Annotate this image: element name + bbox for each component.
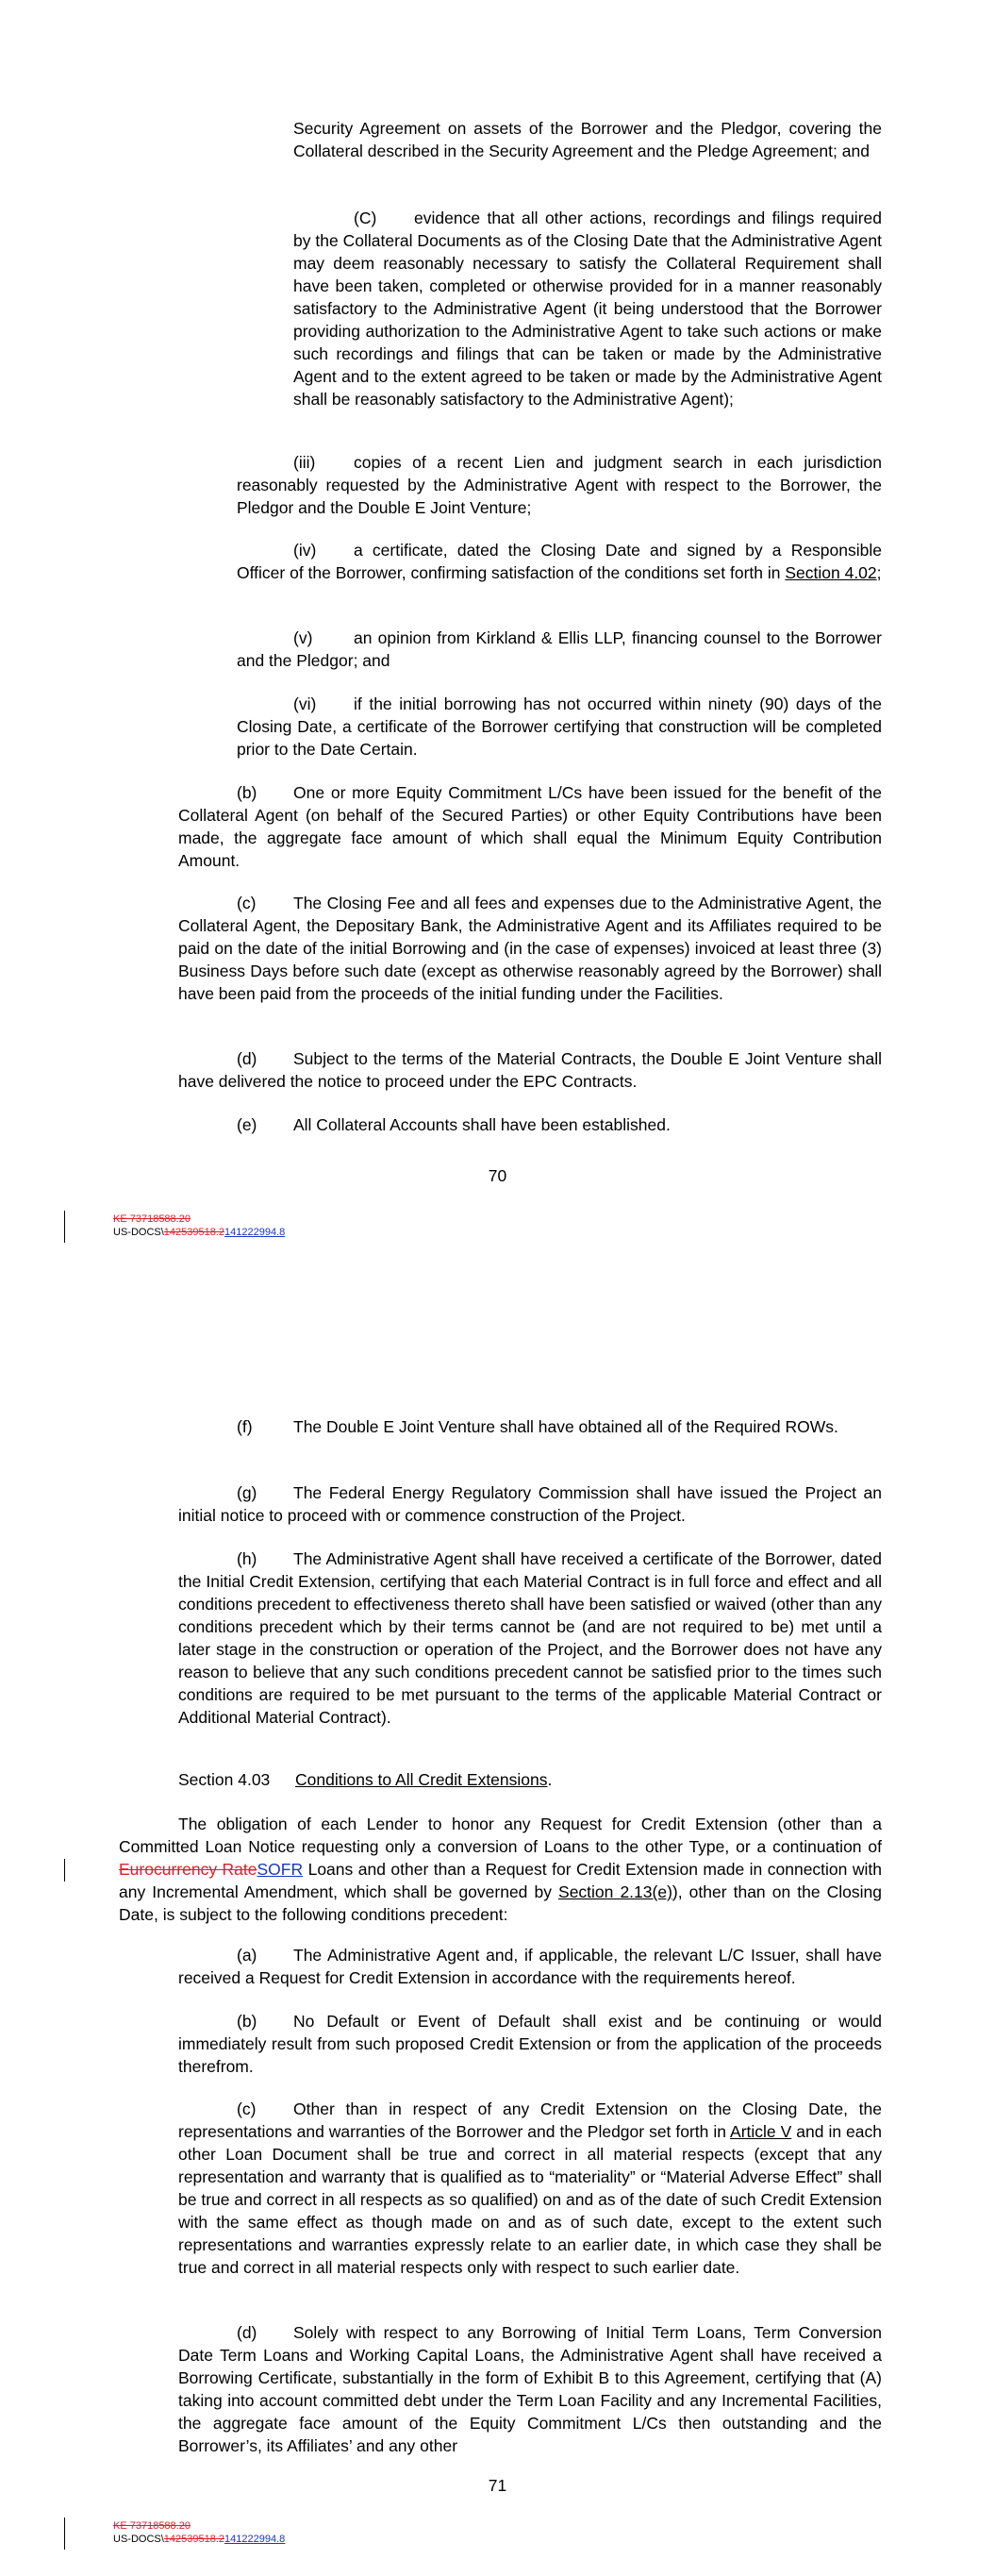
- para-g: [178, 1481, 882, 1527]
- para-4-03-a-label: (a): [237, 1946, 257, 1965]
- footer-docid-prefix: US-DOCS\: [113, 2534, 164, 2545]
- change-bar: [64, 2517, 65, 2550]
- section-4-02-link[interactable]: Section 4.02: [785, 563, 877, 582]
- para-f: [178, 1415, 882, 1438]
- footer-docid-deleted: 142539518.2: [163, 1227, 225, 1238]
- para-e-text: All Collateral Accounts shall have been established.: [293, 1115, 671, 1134]
- footer-70: [113, 1213, 285, 1239]
- para-4-03-d-text: Solely with respect to any Borrowing of Initial Term Loans, Term Conversion Date Term Loans and Working Capital Loans, the Administrative Agent shall have received a Borrowing Certificate, substantially in the form of Exhibit B to this Agreement, certifying that (A) taking into account committed debt under the Term Loan Facility and any Incremental Facilities, the aggregate face amount of the Equity Commitment L/Cs then outstanding and the Borrower’s, its Affiliates’ and any other: [178, 2323, 882, 2455]
- footer-docid: [113, 2533, 285, 2546]
- intro-part1: The obligation of each Lender to honor any Request for Credit Extension (other than a Committed Loan Notice requesting only a conversion of Loans to the other Type, or a continuation of: [119, 1815, 882, 1856]
- para-d-label: (d): [237, 1049, 257, 1068]
- change-bar: [64, 1859, 65, 1882]
- section-title: Conditions to All Credit Extensions: [295, 1770, 548, 1789]
- para-C-label: (C): [354, 209, 377, 227]
- para-B-tail-text: Security Agreement on assets of the Borrower and the Pledgor, covering the Collateral described in the Security Agreement and the Pledge Agreement; and: [293, 119, 882, 160]
- para-e-label: (e): [237, 1115, 257, 1134]
- para-4-03-d: [178, 2321, 882, 2457]
- para-h-label: (h): [237, 1549, 257, 1568]
- para-b-label: (b): [237, 783, 257, 802]
- intro-deleted-text: Eurocurrency Rate: [119, 1860, 257, 1879]
- para-iii-text: copies of a recent Lien and judgment search in each jurisdiction reasonably requested by the Administrative Agent with respect to the Borrower, the Pledgor and the Double E Joint Venture;: [237, 453, 882, 517]
- para-4-03-d-label: (d): [237, 2323, 257, 2342]
- para-B-tail: [293, 117, 882, 162]
- para-c: [178, 892, 882, 1005]
- para-4-03-b-label: (b): [237, 2012, 257, 2031]
- para-4-03-c-label: (c): [237, 2099, 257, 2118]
- para-iv-label: (iv): [293, 541, 317, 560]
- intro-inserted-text: SOFR: [257, 1860, 304, 1879]
- para-4-03-c-part1: Other than in respect of any Credit Extension on the Closing Date, the representations and warranties of the Borrower and the Pledgor set forth in: [178, 2099, 882, 2141]
- footer-ke-deleted: KE 73718588.20: [113, 2520, 191, 2532]
- para-f-text: The Double E Joint Venture shall have obtained all of the Required ROWs.: [293, 1417, 838, 1436]
- footer-ke-deleted: KE 73718588.20: [113, 1213, 191, 1225]
- para-g-text: The Federal Energy Regulatory Commission shall have issued the Project an initial notice to proceed with or commence construction of the Project.: [178, 1483, 882, 1525]
- para-iv: [237, 539, 882, 584]
- para-v: [237, 627, 882, 672]
- para-vi: [237, 693, 882, 761]
- para-iii: [237, 451, 882, 519]
- section-4-03-heading: [178, 1768, 882, 1791]
- section-title-end: .: [547, 1770, 553, 1789]
- para-d-text: Subject to the terms of the Material Contracts, the Double E Joint Venture shall have delivered the notice to proceed under the EPC Contracts.: [178, 1049, 882, 1091]
- para-h: [178, 1547, 882, 1729]
- intro-part3: ), other than on the Closing Date, is subject to the following conditions precedent:: [119, 1882, 882, 1924]
- para-4-03-b: [178, 2010, 882, 2078]
- para-g-label: (g): [237, 1483, 257, 1502]
- para-b-text: One or more Equity Commitment L/Cs have been issued for the benefit of the Collateral Agent (on behalf of the Secured Parties) or other Equity Contributions have been made, the aggregate face amount of which shall equal the Minimum Equity Contribution Amount.: [178, 783, 882, 870]
- para-iv-end: ;: [876, 563, 882, 582]
- para-v-label: (v): [293, 628, 313, 647]
- footer-docid: [113, 1226, 285, 1239]
- footer-docid-prefix: US-DOCS\: [113, 1227, 164, 1238]
- footer-docid-deleted: 142539518.2: [163, 2534, 225, 2545]
- para-4-03-b-text: No Default or Event of Default shall exist and be continuing or would immediately result from such proposed Credit Extension or from the application of the proceeds therefrom.: [178, 2012, 882, 2076]
- change-bar: [64, 1211, 65, 1243]
- article-v-link[interactable]: Article V: [730, 2122, 792, 2141]
- para-e: [178, 1113, 882, 1136]
- intro-part2: Loans and other than a Request for Credit Extension made in connection with any Incremental Amendment, which shall be governed by: [119, 1860, 882, 1901]
- para-c-text: The Closing Fee and all fees and expenses due to the Administrative Agent, the Collateral Agent, the Depositary Bank, the Administrative Agent and its Affiliates required to be paid on the date of the initial Borrowing and (in the case of expenses) invoiced at least three (3) Business Days before such date (except as otherwise reasonably agreed by the Borrower) shall have been paid from the proceeds of the initial funding under the Facilities.: [178, 894, 882, 1003]
- para-4-03-c-part2: and in each other Loan Document shall be true and correct in all material respects (except that any representation and warranty that is qualified as to “materiality” or “Material Adverse Effect” shall be true and correct in all respects as so qualified) on and as of the date of such Credit Extension with the same effect as though made on and as of such date, except to the extent such representations and warranties expressly relate to an earlier date, in which case they shall be true and correct in all material respects only with respect to such earlier date.: [178, 2122, 882, 2277]
- footer-docid-inserted: 141222994.8: [224, 2534, 286, 2545]
- para-vi-label: (vi): [293, 694, 317, 713]
- para-4-03-c: [178, 2098, 882, 2279]
- section-2-13-e-link[interactable]: Section 2.13(e): [558, 1882, 672, 1901]
- para-v-text: an opinion from Kirkland & Ellis LLP, financing counsel to the Borrower and the Pledgor; and: [237, 628, 882, 670]
- section-number: Section 4.03: [178, 1770, 271, 1789]
- footer-71: [113, 2519, 285, 2546]
- section-4-03-intro: [119, 1813, 882, 1926]
- para-C-text: evidence that all other actions, recordings and filings required by the Collateral Documents as of the Closing Date that the Administrative Agent may deem reasonably necessary to satisfy the Collateral Requirement shall have been taken, completed or otherwise provided for in a manner reasonably satisfactory to the Administrative Agent (it being understood that the Borrower providing authorization to the Administrative Agent to take such actions or make such recordings and filings that can be taken or made by the Administrative Agent and to the extent agreed to be taken or made by the Administrative Agent shall be reasonably satisfactory to the Administrative Agent);: [293, 209, 882, 409]
- para-c-label: (c): [237, 894, 257, 912]
- para-iv-text: a certificate, dated the Closing Date and signed by a Responsible Officer of the Borrower, confirming satisfaction of the conditions set forth in: [237, 541, 882, 582]
- page-number-70: 70: [488, 1166, 507, 1185]
- para-d: [178, 1047, 882, 1093]
- page-number-71: 71: [488, 2476, 507, 2495]
- para-b: [178, 781, 882, 872]
- para-4-03-a-text: The Administrative Agent and, if applicable, the relevant L/C Issuer, shall have received a Request for Credit Extension in accordance with the requirements hereof.: [178, 1946, 882, 1987]
- footer-docid-inserted: 141222994.8: [224, 1227, 286, 1238]
- para-f-label: (f): [237, 1417, 253, 1436]
- para-vi-text: if the initial borrowing has not occurred within ninety (90) days of the Closing Date, a certificate of the Borrower certifying that construction will be completed prior to the Date Certain.: [237, 694, 882, 759]
- para-h-text: The Administrative Agent shall have received a certificate of the Borrower, dated the Initial Credit Extension, certifying that each Material Contract is in full force and effect and all conditions precedent to effectiveness thereto shall have been satisfied or waived (other than any conditions precedent which by their terms cannot be (and are not required to be) met until a later stage in the construction or operation of the Project, and the Borrower does not have any reason to believe that any such conditions precedent cannot be satisfied prior to the times such conditions are required to be met pursuant to the terms of the applicable Material Contract or Additional Material Contract).: [178, 1549, 882, 1727]
- para-C: [293, 207, 882, 410]
- para-4-03-a: [178, 1944, 882, 1989]
- para-iii-label: (iii): [293, 453, 316, 472]
